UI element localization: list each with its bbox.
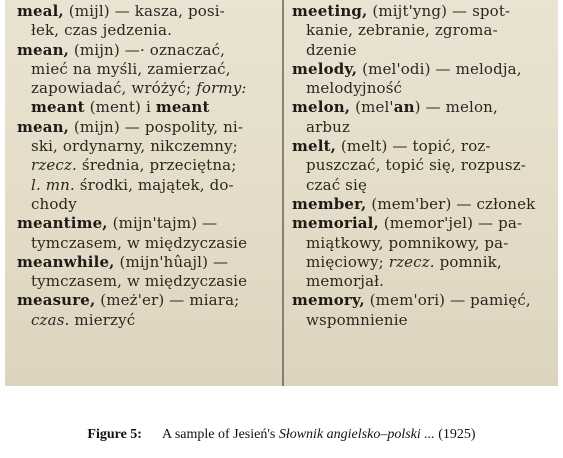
- entry-headline: [17, 253, 279, 272]
- headword: an: [393, 98, 415, 117]
- dictionary-entry-mean-verb: [17, 41, 279, 118]
- headword: meant: [31, 98, 85, 117]
- dictionary-scan: [5, 0, 558, 386]
- entry-continuation: [292, 156, 550, 175]
- dictionary-entry-meanwhile: [17, 253, 279, 292]
- headword: memory,: [292, 291, 365, 310]
- definition-text: miątkowy, pomnikowy, pa-: [306, 233, 509, 252]
- entry-continuation: [17, 79, 279, 98]
- entry-continuation: [292, 21, 550, 40]
- definition-text: chody: [31, 194, 77, 213]
- definition-text: dzenie: [306, 40, 357, 59]
- dictionary-entry-melt: [292, 137, 550, 195]
- entry-headline: [17, 118, 279, 137]
- headword: meantime,: [17, 214, 108, 233]
- dictionary-entry-melody: [292, 60, 550, 99]
- definition-text: kanie, zebranie, zgroma-: [306, 21, 498, 40]
- grammar-note: formy:: [196, 79, 247, 98]
- entry-continuation: [292, 253, 550, 272]
- definition-text: (mijt'yng) — spot-: [367, 2, 511, 20]
- definition-text: środki, majątek, do-: [74, 175, 234, 194]
- dictionary-entry-meantime: [17, 214, 279, 253]
- entry-continuation: [17, 272, 279, 291]
- dictionary-entry-memory: [292, 291, 550, 330]
- definition-text: zapowiadać, wróżyć;: [31, 79, 197, 98]
- dictionary-entry-melon: [292, 98, 550, 137]
- entry-continuation: [17, 176, 279, 195]
- entry-headline: [292, 137, 550, 156]
- grammar-note: rzecz.: [31, 156, 77, 175]
- entry-headline: [17, 214, 279, 233]
- grammar-note: l. mn.: [31, 175, 75, 194]
- definition-text: (mijl) — kasza, posi-: [63, 2, 225, 20]
- definition-text: wspomnienie: [306, 310, 408, 329]
- definition-text: ski, ordynarny, nikczemny;: [31, 137, 238, 156]
- headword: meeting,: [292, 2, 368, 20]
- entry-continuation: [292, 234, 550, 253]
- caption-prefix: A sample of Jesień's: [161, 427, 279, 442]
- dictionary-entry-member: [292, 195, 550, 214]
- dictionary-entry-meeting: [292, 2, 550, 60]
- definition-text: (mijn'hûajl) —: [114, 252, 229, 271]
- entry-headline: [292, 60, 550, 79]
- headword: melody,: [292, 59, 358, 78]
- entry-continuation: [17, 156, 279, 175]
- headword: measure,: [17, 291, 96, 310]
- entry-continuation: [292, 41, 550, 60]
- dictionary-entry-measure: [17, 291, 279, 330]
- definition-text: (meż'er) — miara;: [95, 291, 240, 310]
- definition-text: (mijn) —· oznaczać,: [69, 40, 226, 59]
- entry-continuation: [17, 137, 279, 156]
- headword: member,: [292, 194, 367, 213]
- grammar-note: czas.: [31, 310, 70, 329]
- entry-headline: [17, 41, 279, 60]
- definition-text: czać się: [306, 175, 367, 194]
- entry-headline: [292, 214, 550, 233]
- definition-text: mięciowy;: [306, 252, 389, 271]
- grammar-note: rzecz.: [388, 252, 435, 271]
- caption-title: Słownik angielsko–polski ...: [278, 427, 435, 442]
- caption-suffix: (1925): [434, 427, 476, 442]
- headword: meanwhile,: [17, 252, 115, 271]
- headword: melon,: [292, 98, 351, 117]
- headword: memorial,: [292, 214, 379, 233]
- headword: mean,: [17, 40, 70, 59]
- entry-headline: [292, 291, 550, 310]
- dictionary-column-right: [292, 2, 550, 330]
- entry-continuation: [292, 176, 550, 195]
- definition-text: (ment) i: [84, 98, 156, 117]
- definition-text: tymczasem, w międzyczasie: [31, 272, 248, 291]
- definition-text: (mijn'tajm) —: [107, 214, 218, 233]
- entry-headline: [292, 2, 550, 21]
- definition-text: (melt) — topić, roz-: [336, 137, 491, 156]
- dictionary-entry-memorial: [292, 214, 550, 291]
- headword: melt,: [292, 137, 337, 156]
- entry-continuation: [17, 60, 279, 79]
- definition-text: puszczać, topić się, rozpusz-: [306, 156, 526, 175]
- headword: meant: [155, 98, 210, 117]
- definition-text: mierzyć: [69, 310, 136, 329]
- figure-caption: [0, 427, 563, 443]
- definition-text: łek, czas jedzenia.: [31, 21, 173, 40]
- definition-text: tymczasem, w międzyczasie: [31, 233, 248, 252]
- dictionary-entry-mean-adj: [17, 118, 279, 214]
- entry-headline: [292, 98, 550, 117]
- definition-text: (mijn) — pospolity, ni-: [69, 117, 244, 136]
- figure-label: Figure 5:: [87, 427, 142, 442]
- entry-continuation: [292, 272, 550, 291]
- headword: mean,: [17, 117, 70, 136]
- definition-text: arbuz: [306, 117, 351, 136]
- definition-text: (mel': [350, 98, 394, 117]
- definition-text: (mem'ber) — członek: [366, 194, 536, 213]
- definition-text: pomnik,: [434, 252, 502, 271]
- entry-continuation: [292, 311, 550, 330]
- entry-headline: [17, 291, 279, 310]
- entry-headline: [292, 195, 550, 214]
- definition-text: (mel'odi) — melodja,: [357, 59, 522, 78]
- definition-text: (mem'ori) — pamięć,: [364, 291, 531, 310]
- entry-continuation: [292, 79, 550, 98]
- dictionary-entry-meal: [17, 2, 279, 41]
- entry-headline: [17, 2, 279, 21]
- definition-text: mieć na myśli, zamierzać,: [31, 59, 231, 78]
- definition-text: ) — melon,: [414, 98, 498, 117]
- entry-continuation: [17, 195, 279, 214]
- definition-text: melodyjność: [306, 79, 403, 98]
- entry-continuation: [17, 234, 279, 253]
- entry-continuation: [17, 21, 279, 40]
- entry-continuation: [17, 98, 279, 117]
- definition-text: (memor'jel) — pa-: [378, 214, 523, 233]
- entry-continuation: [17, 311, 279, 330]
- entry-continuation: [292, 118, 550, 137]
- definition-text: memorjał.: [306, 272, 385, 291]
- headword: meal,: [17, 2, 64, 20]
- dictionary-column-left: [17, 2, 279, 330]
- definition-text: średnia, przeciętna;: [76, 156, 237, 175]
- column-divider: [282, 0, 284, 386]
